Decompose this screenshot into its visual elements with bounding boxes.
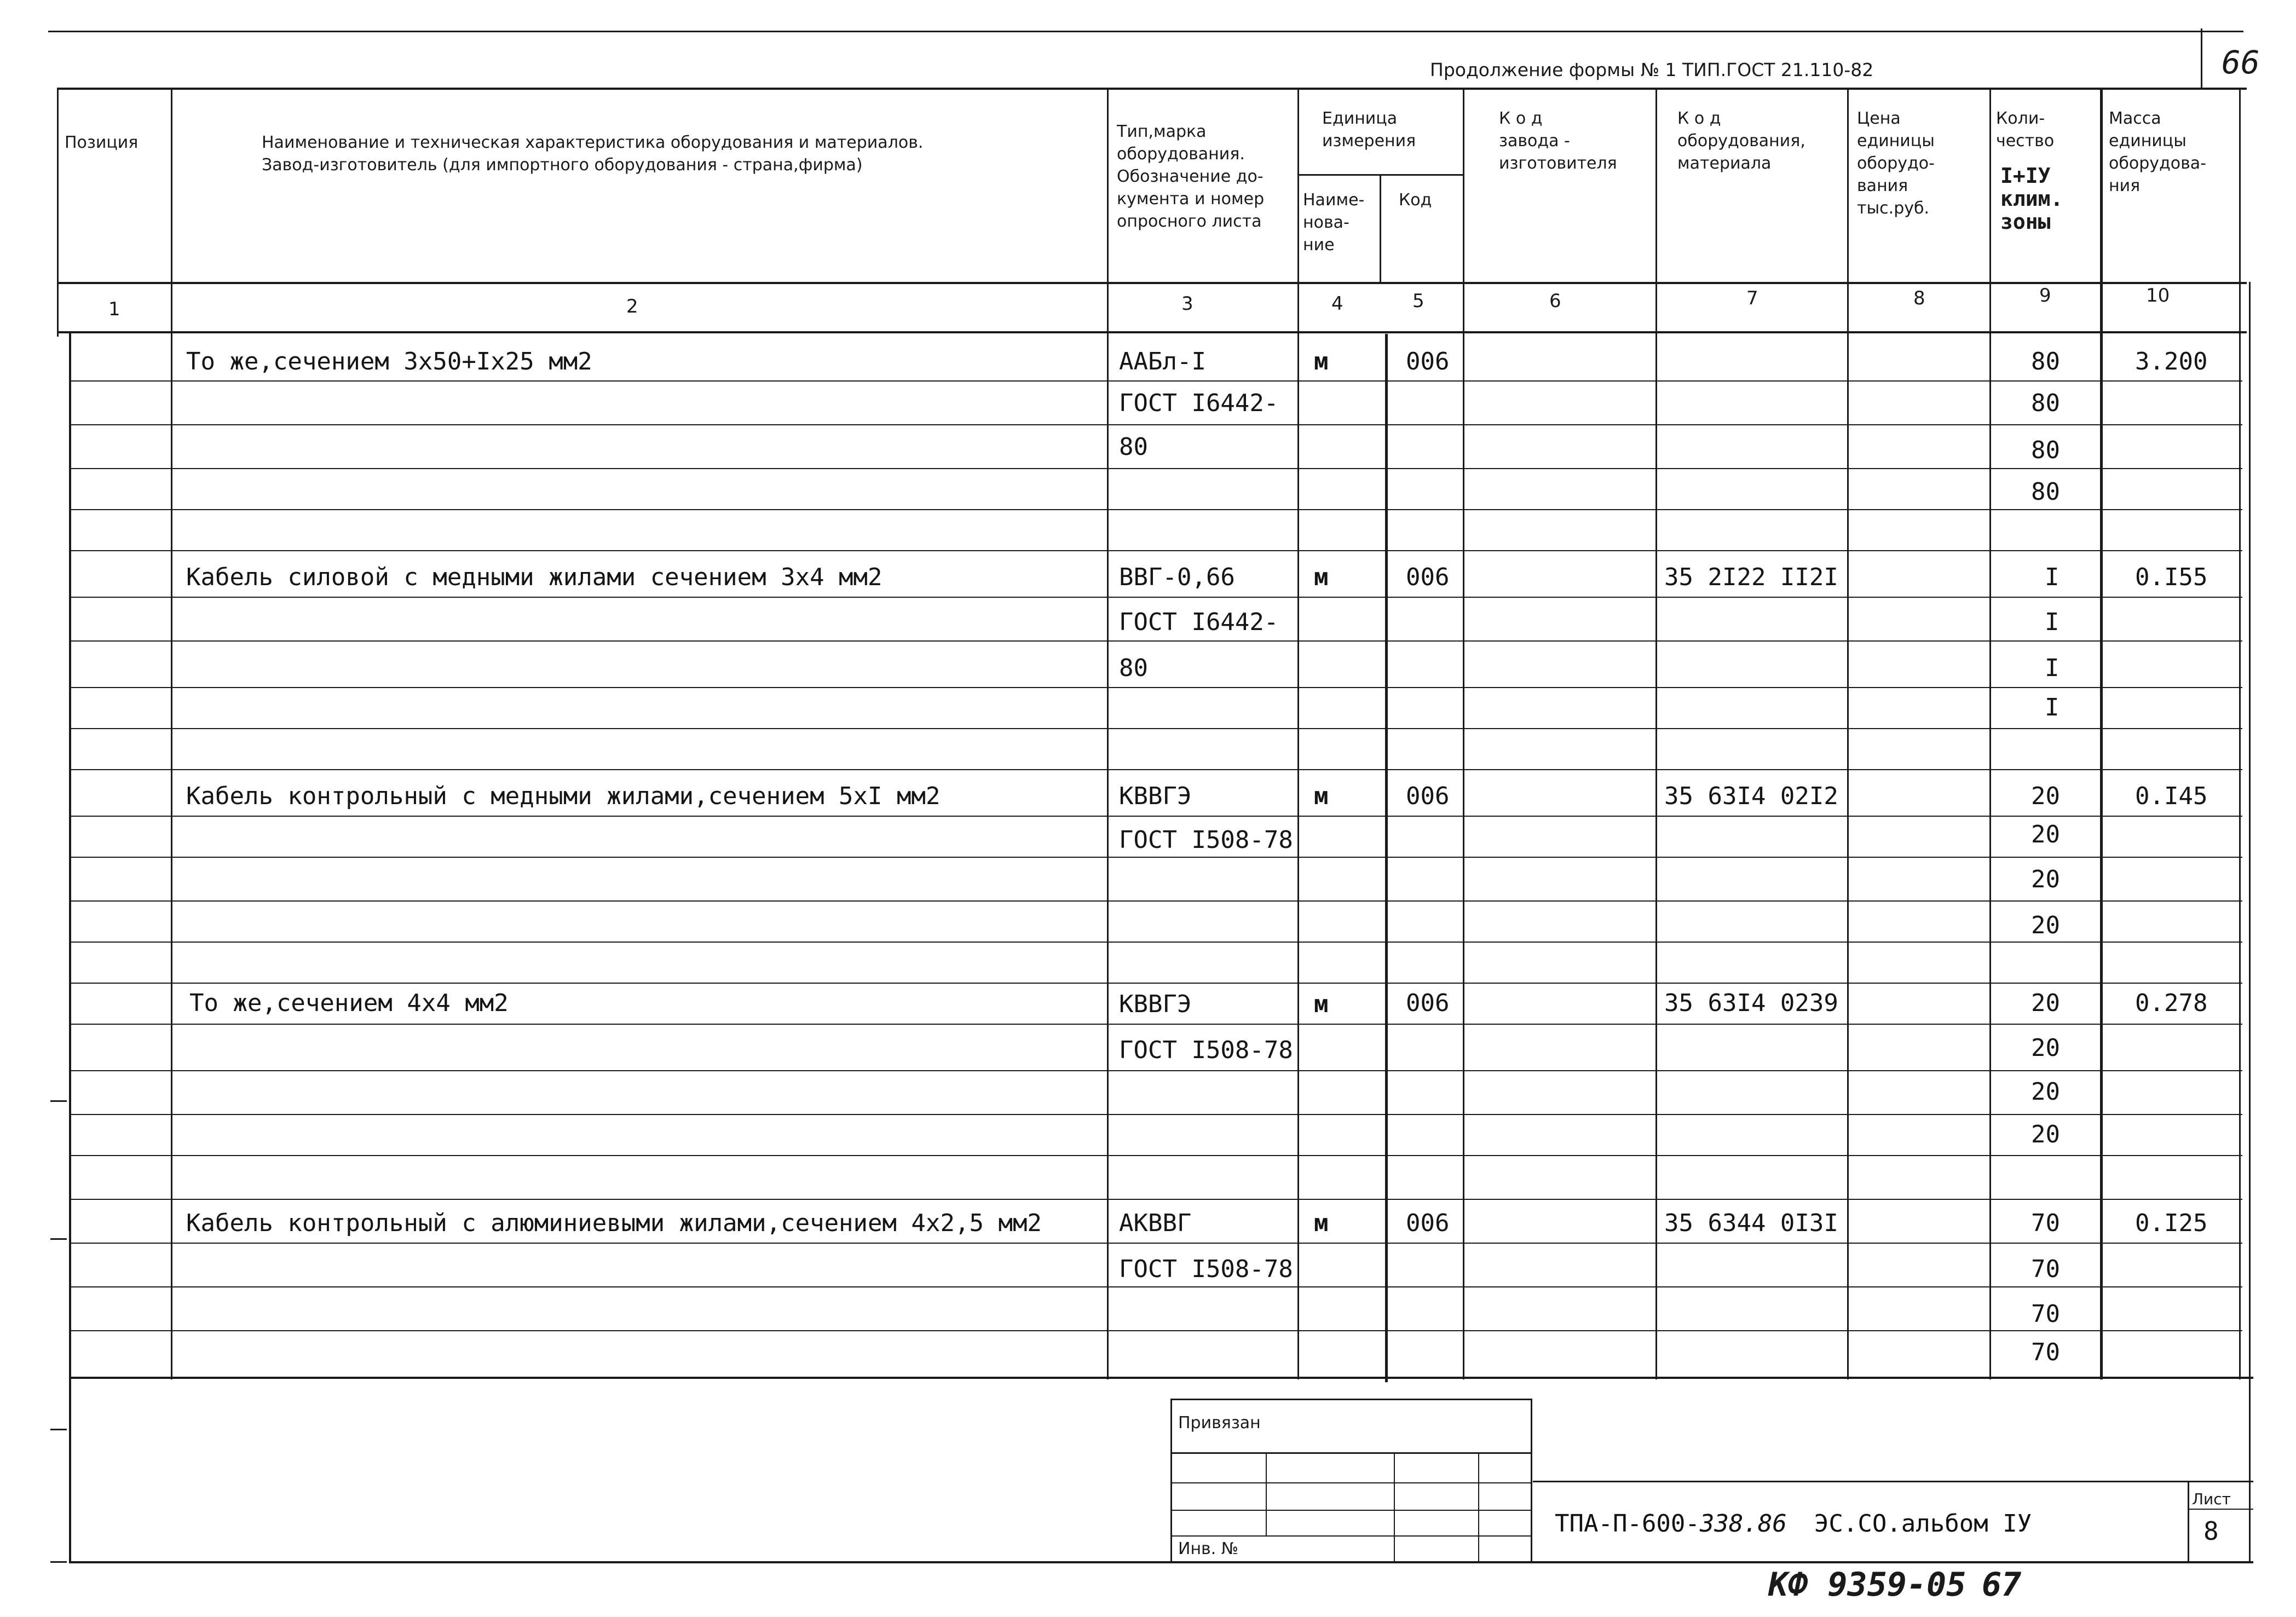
- form-continuation: Продолжение формы № 1 ТИП.ГОСТ 21.110-82: [1430, 59, 1874, 80]
- item-type: ГОСТ I508-78: [1119, 1255, 1293, 1283]
- item-mass: 0.278: [2135, 989, 2208, 1017]
- bound-label: Привязан: [1178, 1413, 1261, 1433]
- col-number: 4: [1331, 293, 1343, 315]
- inventory-label: Инв. №: [1178, 1539, 1239, 1558]
- item-type: ГОСТ I508-78: [1119, 1036, 1293, 1064]
- item-mass: 0.I55: [2135, 563, 2208, 591]
- item-type: ГОСТ I6442-: [1119, 389, 1279, 417]
- col-factory-code-header: К о д завода - изготовителя: [1499, 109, 1617, 173]
- col-number: 8: [1913, 287, 1925, 309]
- archive-stamp-number: 67: [1982, 1566, 2022, 1604]
- col-mass-header: Масса единицы оборудова- ния: [2109, 109, 2206, 195]
- col-quantity-header: Коли- чество: [1996, 109, 2055, 151]
- document-code-suffix: ЭС.СО.альбом IУ: [1814, 1510, 2032, 1538]
- item-qty: 20: [2031, 1034, 2060, 1062]
- item-code: 35 6344 0I3I: [1664, 1209, 1838, 1237]
- item-unit-code: 006: [1406, 989, 1450, 1017]
- col-number: 1: [108, 298, 120, 320]
- col-number: 9: [2039, 285, 2051, 307]
- item-unit-code: 006: [1406, 782, 1450, 810]
- item-qty: I: [2045, 654, 2060, 682]
- col-price-header: Цена единицы оборудо- вания тыс.руб.: [1857, 109, 1935, 218]
- item-qty: 70: [2031, 1338, 2060, 1366]
- item-type: КВВГЭ: [1119, 990, 1192, 1018]
- col-number: 7: [1746, 287, 1758, 309]
- col-quantity-zone-header: I+IУ клим. зоны: [2000, 164, 2063, 234]
- col-number: 10: [2146, 285, 2170, 307]
- item-qty: 80: [2031, 478, 2060, 506]
- archive-stamp: КФ 9359-05: [1768, 1566, 1966, 1604]
- item-name: Кабель силовой с медными жилами сечением 3х4 мм2: [186, 563, 882, 591]
- item-qty: I: [2045, 694, 2060, 721]
- col-equipment-code-header: К о д оборудования, материала: [1677, 109, 1805, 173]
- item-name: Кабель контрольный с медными жилами,сечением 5хI мм2: [186, 782, 941, 810]
- item-code: 35 2I22 II2I: [1664, 563, 1838, 591]
- item-qty: 80: [2031, 389, 2060, 417]
- item-qty: 20: [2031, 989, 2060, 1017]
- item-qty: I: [2045, 608, 2060, 636]
- item-type: КВВГЭ: [1119, 782, 1192, 810]
- col-unit-header: Единица измерения: [1322, 109, 1416, 151]
- item-unit-code: 006: [1406, 563, 1450, 591]
- item-mass: 0.I25: [2135, 1209, 2208, 1237]
- sheet-number: 8: [2203, 1516, 2219, 1546]
- item-unit: м: [1314, 563, 1329, 591]
- item-qty: 80: [2031, 348, 2060, 376]
- item-qty: 80: [2031, 436, 2060, 464]
- item-qty: 20: [2031, 865, 2060, 893]
- item-mass: 3.200: [2135, 348, 2208, 376]
- item-qty: 70: [2031, 1300, 2060, 1328]
- item-type: ГОСТ I6442-: [1119, 608, 1279, 636]
- item-unit: м: [1314, 782, 1329, 810]
- item-type: 80: [1119, 433, 1148, 461]
- item-unit: м: [1314, 1209, 1329, 1237]
- item-qty: 20: [2031, 911, 2060, 939]
- col-type-header: Тип,марка оборудования. Обозначение до- кумента и номер опросного листа: [1117, 122, 1265, 231]
- col-number: 2: [626, 296, 638, 317]
- document-code-handwritten: 338.86: [1699, 1510, 1787, 1538]
- item-qty: 70: [2031, 1209, 2060, 1237]
- col-position-header: Позиция: [65, 133, 139, 152]
- col-name-header: Наименование и техническая характеристика оборудования и материалов. Завод-изготовитель (для импортного оборудования - страна,фирма): [262, 133, 924, 175]
- col-unit-name-header: Наиме- нова- ние: [1303, 190, 1365, 255]
- col-number: 5: [1412, 290, 1424, 312]
- item-mass: 0.I45: [2135, 782, 2208, 810]
- item-unit: м: [1314, 990, 1329, 1018]
- item-code: 35 63I4 0239: [1664, 989, 1838, 1017]
- col-number: 6: [1549, 290, 1561, 312]
- item-type: ААБл-I: [1119, 348, 1206, 376]
- item-type: ВВГ-0,66: [1119, 563, 1235, 591]
- col-number: 3: [1181, 293, 1193, 315]
- col-unit-code-header: Код: [1399, 190, 1432, 210]
- item-qty: 20: [2031, 1121, 2060, 1148]
- item-type: ГОСТ I508-78: [1119, 826, 1293, 854]
- item-name: То же,сечением 4х4 мм2: [189, 989, 509, 1017]
- item-qty: 20: [2031, 821, 2060, 848]
- item-unit: м: [1314, 348, 1329, 376]
- item-unit-code: 006: [1406, 1209, 1450, 1237]
- item-type: 80: [1119, 654, 1148, 682]
- item-name: То же,сечением 3х50+Iх25 мм2: [186, 348, 592, 376]
- sheet-label: Лист: [2192, 1490, 2231, 1508]
- item-qty: 70: [2031, 1255, 2060, 1283]
- page-number-top: 66: [2222, 44, 2260, 81]
- item-unit-code: 006: [1406, 348, 1450, 376]
- item-qty: I: [2045, 563, 2060, 591]
- document-code-prefix: ТПА-П-600-: [1555, 1510, 1700, 1538]
- item-qty: 20: [2031, 1078, 2060, 1106]
- document-code: [1555, 1510, 2032, 1538]
- item-name: Кабель контрольный с алюминиевыми жилами,сечением 4х2,5 мм2: [186, 1209, 1042, 1237]
- item-qty: 20: [2031, 782, 2060, 810]
- item-type: АКВВГ: [1119, 1209, 1192, 1237]
- item-code: 35 63I4 02I2: [1664, 782, 1838, 810]
